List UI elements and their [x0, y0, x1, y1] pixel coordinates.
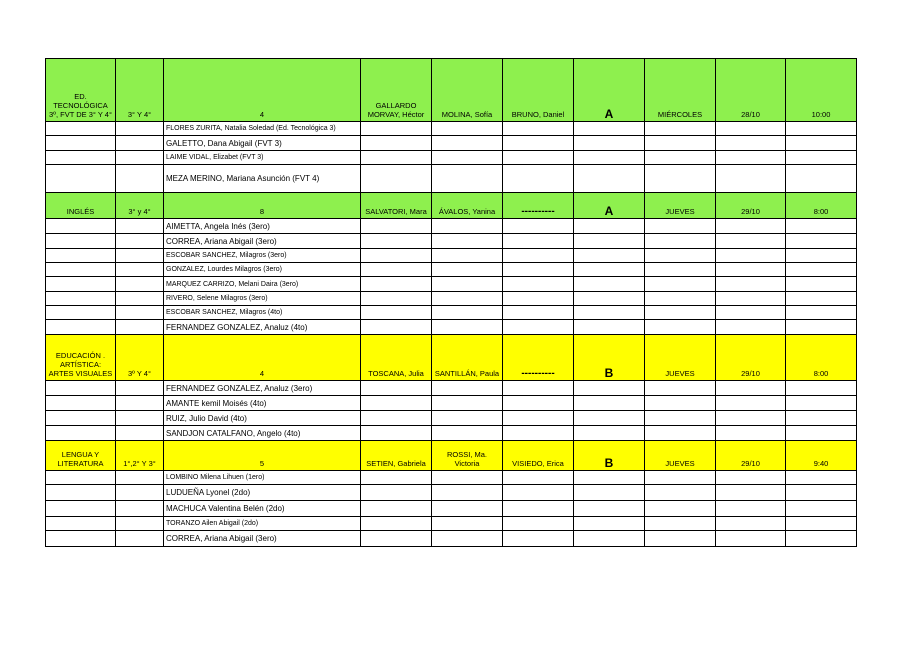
empty-cell — [574, 426, 645, 441]
empty-cell — [645, 292, 716, 306]
empty-cell — [432, 151, 503, 165]
empty-cell — [361, 292, 432, 306]
empty-cell — [786, 306, 857, 320]
years-cell: 1°,2° Y 3° — [116, 441, 164, 471]
empty-cell — [116, 292, 164, 306]
empty-cell — [46, 306, 116, 320]
empty-cell — [46, 234, 116, 249]
empty-cell — [46, 485, 116, 501]
student-row — [46, 517, 857, 531]
empty-cell — [645, 531, 716, 547]
empty-cell — [574, 249, 645, 263]
empty-cell — [786, 122, 857, 136]
empty-cell — [786, 485, 857, 501]
empty-cell — [645, 485, 716, 501]
student-row — [46, 292, 857, 306]
day-cell: JUEVES — [645, 335, 716, 381]
student-name: GALETTO, Dana Abigail (FVT 3) — [164, 136, 361, 151]
empty-cell — [361, 517, 432, 531]
section-header-row — [46, 335, 857, 381]
empty-cell — [786, 234, 857, 249]
years-cell: 3° Y 4° — [116, 59, 164, 122]
empty-cell — [716, 219, 786, 234]
empty-cell — [786, 517, 857, 531]
empty-cell — [645, 219, 716, 234]
empty-cell — [786, 531, 857, 547]
empty-cell — [645, 411, 716, 426]
empty-cell — [46, 381, 116, 396]
student-row — [46, 501, 857, 517]
third-teacher-cell: ---------- — [503, 193, 574, 219]
empty-cell — [716, 306, 786, 320]
empty-cell — [716, 501, 786, 517]
empty-cell — [432, 426, 503, 441]
student-count-cell: 5 — [164, 441, 361, 471]
second-teacher-cell: ÁVALOS, Yanina — [432, 193, 503, 219]
student-row — [46, 411, 857, 426]
day-cell: MIÉRCOLES — [645, 59, 716, 122]
empty-cell — [716, 471, 786, 485]
empty-cell — [116, 501, 164, 517]
second-teacher-cell: ROSSI, Ma. Victoria — [432, 441, 503, 471]
empty-cell — [432, 411, 503, 426]
date-cell: 29/10 — [716, 193, 786, 219]
student-name: AMANTE kemil Moisés (4to) — [164, 396, 361, 411]
empty-cell — [786, 426, 857, 441]
student-row — [46, 381, 857, 396]
empty-cell — [716, 320, 786, 335]
empty-cell — [361, 234, 432, 249]
empty-cell — [574, 263, 645, 277]
time-cell: 10:00 — [786, 59, 857, 122]
empty-cell — [645, 381, 716, 396]
empty-cell — [716, 234, 786, 249]
empty-cell — [716, 292, 786, 306]
empty-cell — [46, 396, 116, 411]
empty-cell — [716, 122, 786, 136]
empty-cell — [574, 151, 645, 165]
empty-cell — [116, 320, 164, 335]
student-name: MEZA MERINO, Mariana Asunción (FVT 4) — [164, 165, 361, 193]
subject-cell: INGLÉS — [46, 193, 116, 219]
empty-cell — [46, 219, 116, 234]
student-name: TORANZO Ailen Abigail (2do) — [164, 517, 361, 531]
empty-cell — [432, 277, 503, 292]
empty-cell — [116, 485, 164, 501]
empty-cell — [361, 151, 432, 165]
empty-cell — [503, 501, 574, 517]
student-row — [46, 426, 857, 441]
empty-cell — [503, 471, 574, 485]
student-name: RUIZ, Julio David (4to) — [164, 411, 361, 426]
third-teacher-cell: ---------- — [503, 335, 574, 381]
empty-cell — [46, 501, 116, 517]
empty-cell — [46, 292, 116, 306]
empty-cell — [645, 396, 716, 411]
empty-cell — [432, 249, 503, 263]
empty-cell — [574, 292, 645, 306]
empty-cell — [46, 531, 116, 547]
empty-cell — [432, 471, 503, 485]
empty-cell — [716, 381, 786, 396]
empty-cell — [116, 381, 164, 396]
empty-cell — [574, 136, 645, 151]
empty-cell — [116, 471, 164, 485]
empty-cell — [432, 501, 503, 517]
empty-cell — [503, 249, 574, 263]
student-row — [46, 263, 857, 277]
student-name: LOMBINO Milena Lihuen (1ero) — [164, 471, 361, 485]
empty-cell — [432, 165, 503, 193]
empty-cell — [361, 426, 432, 441]
student-name: CORREA, Ariana Abigail (3ero) — [164, 531, 361, 547]
empty-cell — [46, 263, 116, 277]
empty-cell — [361, 165, 432, 193]
empty-cell — [432, 234, 503, 249]
empty-cell — [786, 277, 857, 292]
empty-cell — [361, 263, 432, 277]
empty-cell — [432, 485, 503, 501]
second-teacher-cell: SANTILLÁN, Paula — [432, 335, 503, 381]
empty-cell — [116, 165, 164, 193]
time-cell: 8:00 — [786, 193, 857, 219]
empty-cell — [116, 306, 164, 320]
empty-cell — [645, 320, 716, 335]
empty-cell — [116, 411, 164, 426]
student-row — [46, 277, 857, 292]
empty-cell — [432, 517, 503, 531]
empty-cell — [116, 136, 164, 151]
empty-cell — [716, 531, 786, 547]
empty-cell — [503, 396, 574, 411]
empty-cell — [786, 292, 857, 306]
empty-cell — [786, 165, 857, 193]
empty-cell — [716, 396, 786, 411]
empty-cell — [432, 136, 503, 151]
student-name: ESCOBAR SANCHEZ, Milagros (3ero) — [164, 249, 361, 263]
empty-cell — [46, 249, 116, 263]
teacher-cell: SETIEN, Gabriela — [361, 441, 432, 471]
empty-cell — [645, 501, 716, 517]
teacher-cell: TOSCANA, Julia — [361, 335, 432, 381]
student-row — [46, 136, 857, 151]
empty-cell — [716, 165, 786, 193]
empty-cell — [574, 396, 645, 411]
empty-cell — [46, 122, 116, 136]
empty-cell — [786, 136, 857, 151]
empty-cell — [716, 263, 786, 277]
subject-cell: ED. TECNOLÓGICA 3º, FVT DE 3° Y 4° — [46, 59, 116, 122]
empty-cell — [503, 320, 574, 335]
empty-cell — [46, 165, 116, 193]
empty-cell — [503, 136, 574, 151]
empty-cell — [645, 234, 716, 249]
student-name: FERNANDEZ GONZALEZ, Analuz (3ero) — [164, 381, 361, 396]
empty-cell — [361, 411, 432, 426]
empty-cell — [786, 501, 857, 517]
empty-cell — [46, 517, 116, 531]
empty-cell — [503, 517, 574, 531]
years-cell: 3° y 4° — [116, 193, 164, 219]
student-row — [46, 485, 857, 501]
empty-cell — [786, 249, 857, 263]
empty-cell — [503, 234, 574, 249]
empty-cell — [503, 263, 574, 277]
empty-cell — [503, 122, 574, 136]
section-header-row — [46, 59, 857, 122]
student-row — [46, 151, 857, 165]
empty-cell — [503, 426, 574, 441]
empty-cell — [361, 531, 432, 547]
empty-cell — [432, 381, 503, 396]
empty-cell — [361, 306, 432, 320]
empty-cell — [645, 122, 716, 136]
empty-cell — [645, 165, 716, 193]
empty-cell — [432, 219, 503, 234]
empty-cell — [503, 292, 574, 306]
empty-cell — [574, 122, 645, 136]
empty-cell — [645, 471, 716, 485]
empty-cell — [716, 136, 786, 151]
second-teacher-cell: MOLINA, Sofía — [432, 59, 503, 122]
date-cell: 29/10 — [716, 335, 786, 381]
empty-cell — [574, 531, 645, 547]
empty-cell — [716, 517, 786, 531]
student-name: CORREA, Ariana Abigail (3ero) — [164, 234, 361, 249]
empty-cell — [574, 471, 645, 485]
empty-cell — [361, 471, 432, 485]
day-cell: JUEVES — [645, 193, 716, 219]
teacher-cell: GALLARDO MORVAY, Héctor — [361, 59, 432, 122]
empty-cell — [645, 306, 716, 320]
shift-cell: B — [574, 441, 645, 471]
years-cell: 3º Y 4° — [116, 335, 164, 381]
empty-cell — [361, 381, 432, 396]
empty-cell — [46, 151, 116, 165]
empty-cell — [116, 234, 164, 249]
student-name: SANDJON CATALFANO, Angelo (4to) — [164, 426, 361, 441]
empty-cell — [786, 151, 857, 165]
empty-cell — [716, 426, 786, 441]
empty-cell — [645, 517, 716, 531]
empty-cell — [786, 381, 857, 396]
empty-cell — [786, 471, 857, 485]
section-header-row — [46, 193, 857, 219]
student-name: MACHUCA Valentina Belén (2do) — [164, 501, 361, 517]
empty-cell — [361, 277, 432, 292]
date-cell: 29/10 — [716, 441, 786, 471]
empty-cell — [574, 219, 645, 234]
empty-cell — [116, 517, 164, 531]
empty-cell — [46, 277, 116, 292]
empty-cell — [716, 277, 786, 292]
student-row — [46, 249, 857, 263]
empty-cell — [574, 277, 645, 292]
empty-cell — [116, 531, 164, 547]
empty-cell — [116, 249, 164, 263]
empty-cell — [361, 249, 432, 263]
student-row — [46, 165, 857, 193]
empty-cell — [645, 426, 716, 441]
student-count-cell: 4 — [164, 59, 361, 122]
empty-cell — [503, 381, 574, 396]
student-name: FLORES ZURITA, Natalia Soledad (Ed. Tecnológica 3) — [164, 122, 361, 136]
empty-cell — [503, 277, 574, 292]
empty-cell — [361, 501, 432, 517]
empty-cell — [786, 396, 857, 411]
student-count-cell: 8 — [164, 193, 361, 219]
empty-cell — [645, 151, 716, 165]
empty-cell — [116, 219, 164, 234]
student-name: FERNANDEZ GONZALEZ, Analuz (4to) — [164, 320, 361, 335]
empty-cell — [716, 411, 786, 426]
student-name: AIMETTA, Angela Inés (3ero) — [164, 219, 361, 234]
student-name: GONZALEZ, Lourdes Milagros (3ero) — [164, 263, 361, 277]
day-cell: JUEVES — [645, 441, 716, 471]
empty-cell — [432, 396, 503, 411]
empty-cell — [116, 151, 164, 165]
empty-cell — [361, 122, 432, 136]
empty-cell — [116, 426, 164, 441]
empty-cell — [503, 531, 574, 547]
empty-cell — [503, 165, 574, 193]
schedule-body — [46, 59, 857, 547]
empty-cell — [432, 263, 503, 277]
empty-cell — [46, 320, 116, 335]
student-row — [46, 396, 857, 411]
empty-cell — [574, 485, 645, 501]
time-cell: 9:40 — [786, 441, 857, 471]
empty-cell — [716, 249, 786, 263]
empty-cell — [786, 219, 857, 234]
empty-cell — [645, 249, 716, 263]
shift-cell: B — [574, 335, 645, 381]
student-row — [46, 234, 857, 249]
empty-cell — [716, 485, 786, 501]
empty-cell — [645, 277, 716, 292]
empty-cell — [46, 426, 116, 441]
empty-cell — [432, 531, 503, 547]
empty-cell — [574, 306, 645, 320]
student-row — [46, 320, 857, 335]
empty-cell — [574, 234, 645, 249]
date-cell: 28/10 — [716, 59, 786, 122]
student-name: MARQUEZ CARRIZO, Melani Daira (3ero) — [164, 277, 361, 292]
third-teacher-cell: VISIEDO, Erica — [503, 441, 574, 471]
empty-cell — [432, 320, 503, 335]
empty-cell — [503, 306, 574, 320]
time-cell: 8:00 — [786, 335, 857, 381]
empty-cell — [716, 151, 786, 165]
subject-cell: LENGUA Y LITERATURA — [46, 441, 116, 471]
empty-cell — [361, 320, 432, 335]
empty-cell — [116, 263, 164, 277]
student-row — [46, 471, 857, 485]
student-row — [46, 122, 857, 136]
empty-cell — [361, 485, 432, 501]
empty-cell — [574, 165, 645, 193]
empty-cell — [645, 136, 716, 151]
empty-cell — [116, 122, 164, 136]
student-row — [46, 306, 857, 320]
empty-cell — [432, 292, 503, 306]
student-count-cell: 4 — [164, 335, 361, 381]
empty-cell — [574, 381, 645, 396]
subject-cell: EDUCACIÓN . ARTÍSTICA: ARTES VISUALES — [46, 335, 116, 381]
empty-cell — [786, 263, 857, 277]
empty-cell — [786, 320, 857, 335]
empty-cell — [645, 263, 716, 277]
empty-cell — [46, 411, 116, 426]
empty-cell — [503, 151, 574, 165]
shift-cell: A — [574, 193, 645, 219]
empty-cell — [503, 485, 574, 501]
empty-cell — [46, 471, 116, 485]
student-name: LAIME VIDAL, Elizabet (FVT 3) — [164, 151, 361, 165]
empty-cell — [574, 411, 645, 426]
empty-cell — [116, 277, 164, 292]
empty-cell — [432, 122, 503, 136]
empty-cell — [46, 136, 116, 151]
empty-cell — [503, 411, 574, 426]
student-row — [46, 219, 857, 234]
empty-cell — [574, 517, 645, 531]
exam-schedule-table — [45, 58, 857, 547]
empty-cell — [574, 320, 645, 335]
empty-cell — [503, 219, 574, 234]
empty-cell — [361, 219, 432, 234]
student-row — [46, 531, 857, 547]
teacher-cell: SALVATORI, Mara — [361, 193, 432, 219]
section-header-row — [46, 441, 857, 471]
student-name: LUDUEÑA Lyonel (2do) — [164, 485, 361, 501]
empty-cell — [786, 411, 857, 426]
student-name: RIVERO, Selene Milagros (3ero) — [164, 292, 361, 306]
empty-cell — [116, 396, 164, 411]
empty-cell — [574, 501, 645, 517]
third-teacher-cell: BRUNO, Daniel — [503, 59, 574, 122]
student-name: ESCOBAR SANCHEZ, Milagros (4to) — [164, 306, 361, 320]
shift-cell: A — [574, 59, 645, 122]
empty-cell — [432, 306, 503, 320]
empty-cell — [361, 396, 432, 411]
empty-cell — [361, 136, 432, 151]
